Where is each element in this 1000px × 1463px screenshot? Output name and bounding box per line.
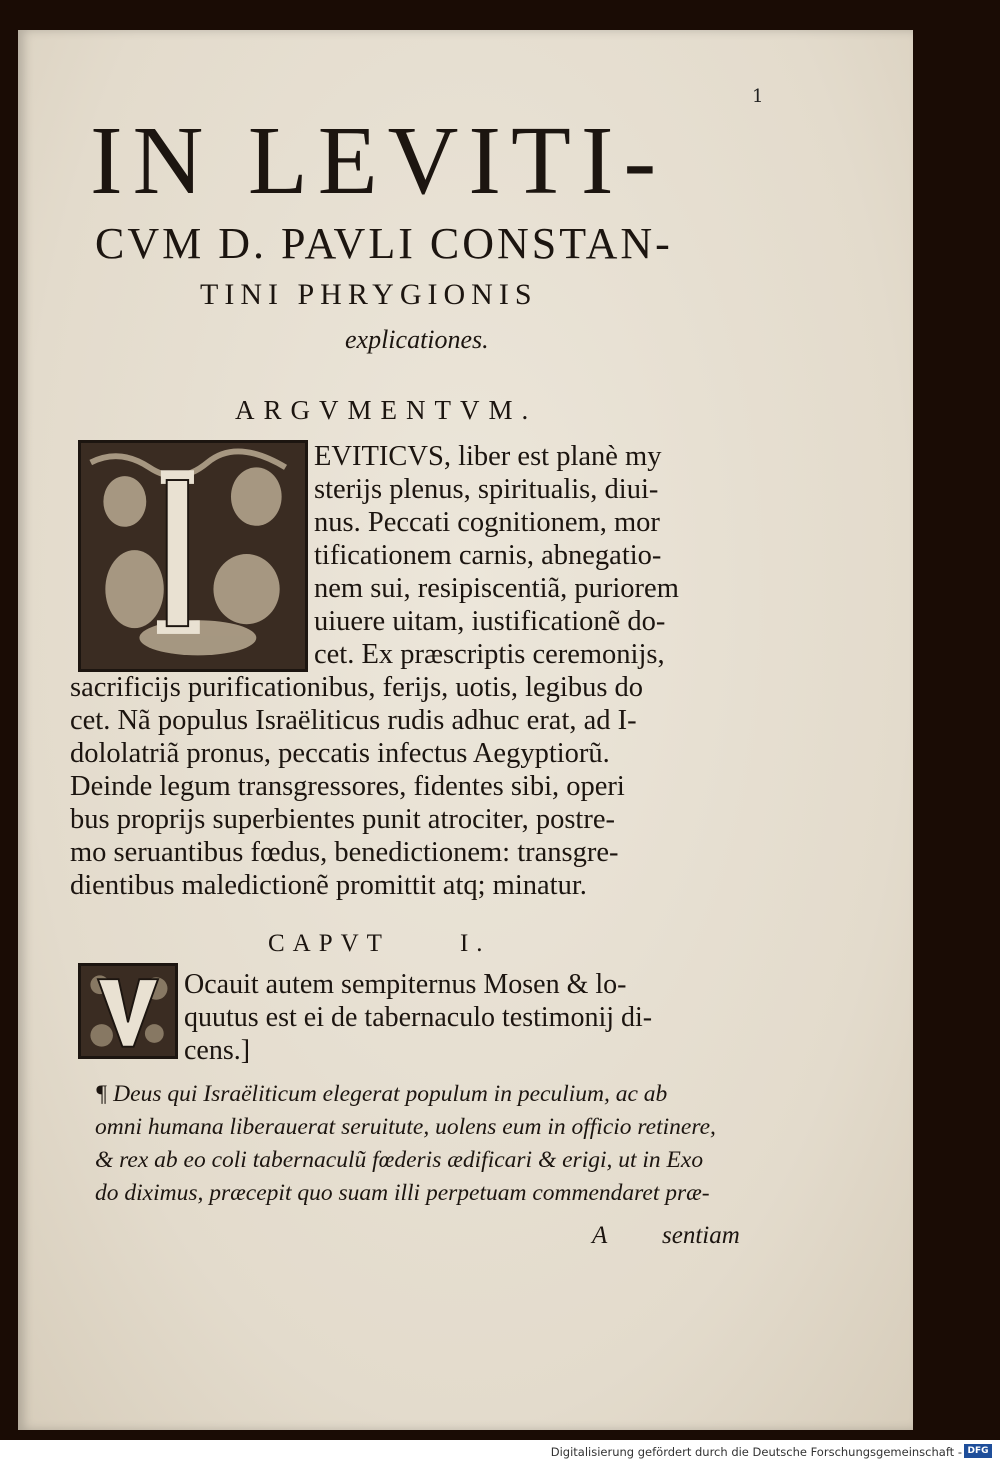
argumentum-line: nem sui, resipiscentiã, puriorem	[314, 573, 679, 604]
argumentum-line: dientibus maledictionẽ promittit atq; minatur.	[70, 870, 587, 901]
argumentum-line: sterijs plenus, spiritualis, diui-	[314, 474, 659, 505]
decorated-initial-V-icon	[78, 963, 178, 1059]
verse-line: cens.]	[184, 1035, 251, 1066]
commentary-line: do diximus, præcepit quo suam illi perpetuam commendaret præ-	[95, 1180, 710, 1206]
verse-line: quutus est ei de tabernaculo testimonij di-	[184, 1002, 653, 1033]
commentary-line: & rex ab eo coli tabernaculũ fœderis ædificari & erigi, ut in Exo	[95, 1147, 704, 1173]
title-line-3: TINI PHRYGIONIS	[200, 278, 538, 311]
title-line-4: explicationes.	[345, 325, 489, 354]
commentary-line: ¶ Deus qui Israëliticum elegerat populum in peculium, ac ab	[95, 1081, 668, 1107]
argumentum-line: mo seruantibus fœdus, benedictionem: transgre-	[70, 837, 619, 868]
page-signature-mark: 1	[752, 86, 764, 107]
argumentum-line: nus. Peccati cognitionem, mor	[314, 507, 660, 538]
argumentum-line: cet. Ex præscriptis ceremonijs,	[314, 639, 665, 670]
commentary-text	[95, 1078, 775, 1210]
funding-credit: Digitalisierung gefördert durch die Deutsche Forschungsgemeinschaft -	[550, 1445, 962, 1459]
verse-text	[184, 968, 764, 1067]
title-line-2: CVM D. PAVLI CONSTAN-	[95, 219, 673, 268]
caput-label: CAPVT	[268, 930, 390, 957]
verse-line: Ocauit autem sempiternus Mosen & lo-	[184, 969, 627, 1000]
title-line-1: IN LEVITI-	[90, 107, 667, 215]
argumentum-line: sacrificijs purificationibus, ferijs, uotis, legibus do	[70, 672, 644, 703]
argumentum-line: Deinde legum transgressores, fidentes sibi, operi	[70, 771, 625, 802]
argumentum-text	[70, 440, 760, 902]
argumentum-line: dololatriã pronus, peccatis infectus Aegyptiorũ.	[70, 738, 610, 769]
caput-heading	[268, 930, 491, 958]
argumentum-line: tificationem carnis, abnegatio-	[314, 540, 662, 571]
footer-bar	[0, 1440, 1000, 1463]
signature-letter: A	[592, 1222, 608, 1249]
dfg-logo-icon: DFG	[964, 1444, 992, 1458]
argumentum-line: uiuere uitam, iustificationẽ do-	[314, 606, 666, 637]
catchword: sentiam	[662, 1222, 740, 1249]
argumentum-heading: ARGVMENTVM.	[235, 395, 538, 425]
caput-number: I.	[459, 930, 491, 957]
argumentum-line: EVITICVS, liber est planè my	[314, 441, 662, 472]
argumentum-line: cet. Nã populus Israëliticus rudis adhuc erat, ad I-	[70, 705, 637, 736]
argumentum-line: bus proprijs superbientes punit atrociter, postre-	[70, 804, 615, 835]
commentary-line: omni humana liberauerat seruitute, uolens eum in officio retinere,	[95, 1114, 716, 1140]
